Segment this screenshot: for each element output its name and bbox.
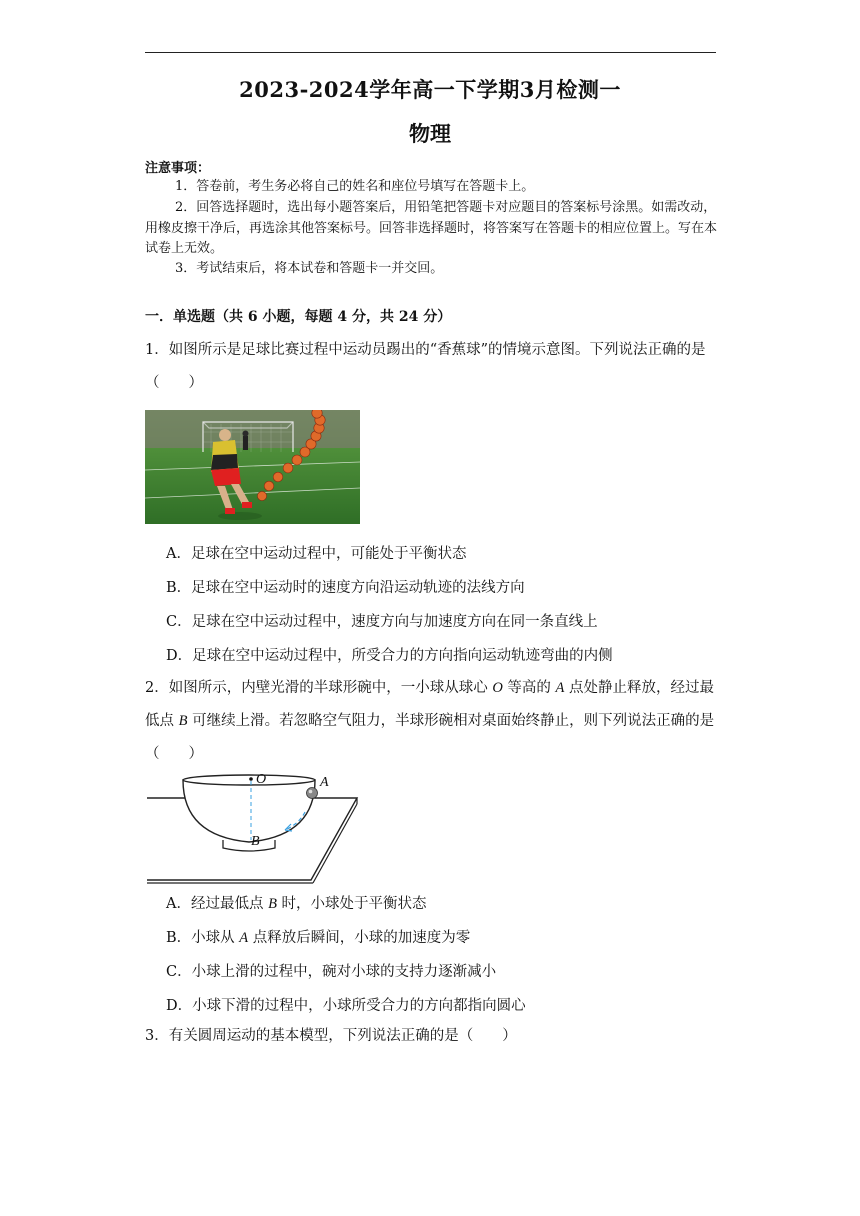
question-1-stem: 1．如图所示是足球比赛过程中运动员踢出的“香蕉球”的情境示意图。下列说法正确的是（ ）: [145, 342, 706, 391]
banana-kick-photo: [145, 410, 360, 524]
label-o: O: [256, 772, 267, 787]
section-heading: 一．单选题（共 6 小题，每题 4 分，共 24 分）: [145, 309, 452, 325]
notice-item-1: 1．答卷前，考生务必将自己的姓名和座位号填写在答题卡上。: [175, 179, 535, 194]
question-1-option-b: B．足球在空中运动时的速度方向沿运动轨迹的法线方向: [166, 580, 525, 596]
question-1-option-a: A．足球在空中运动过程中，可能处于平衡状态: [166, 546, 467, 562]
question-3-stem: 3．有关圆周运动的基本模型，下列说法正确的是（ ）: [145, 1028, 517, 1044]
exam-title: 2023-2024学年高一下学期3月检测一: [239, 77, 621, 102]
question-2-option-b: B．小球从 A 点释放后瞬间，小球的加速度为零: [166, 930, 471, 946]
bowl-diagram: [145, 768, 365, 884]
label-b: B: [251, 834, 260, 849]
notice-heading: 注意事项：: [145, 161, 211, 176]
question-2-option-d: D．小球下滑的过程中，小球所受合力的方向都指向圆心: [166, 998, 526, 1014]
question-1-option-d: D．足球在空中运动过程中，所受合力的方向指向运动轨迹弯曲的内侧: [166, 648, 613, 664]
notice-item-3: 3．考试结束后，将本试卷和答题卡一并交回。: [175, 261, 444, 276]
notice-item-2: 2．回答选择题时，选出每小题答案后，用铅笔把答题卡对应题目的答案标号涂黑。如需改动，用橡皮擦干净后，再选涂其他答案标号。回答非选择题时，将答案写在答题卡的相应位置上。写在本试卷上无效。: [145, 200, 718, 256]
top-rule: [145, 52, 716, 53]
question-2-option-a: A．经过最低点 B 时，小球处于平衡状态: [166, 896, 427, 912]
question-2-option-c: C．小球上滑的过程中，碗对小球的支持力逐渐减小: [166, 964, 497, 980]
subject-title: 物理: [409, 121, 451, 146]
label-a: A: [320, 775, 329, 790]
question-1-option-c: C．足球在空中运动过程中，速度方向与加速度方向在同一条直线上: [166, 614, 598, 630]
question-2-stem: 2．如图所示，内壁光滑的半球形碗中，一小球从球心 O 等高的 A 点处静止释放，经过最低点 B 可继续上滑。若忽略空气阻力，半球形碗相对桌面始终静止，则下列说法正确的是（ ）: [145, 680, 715, 762]
